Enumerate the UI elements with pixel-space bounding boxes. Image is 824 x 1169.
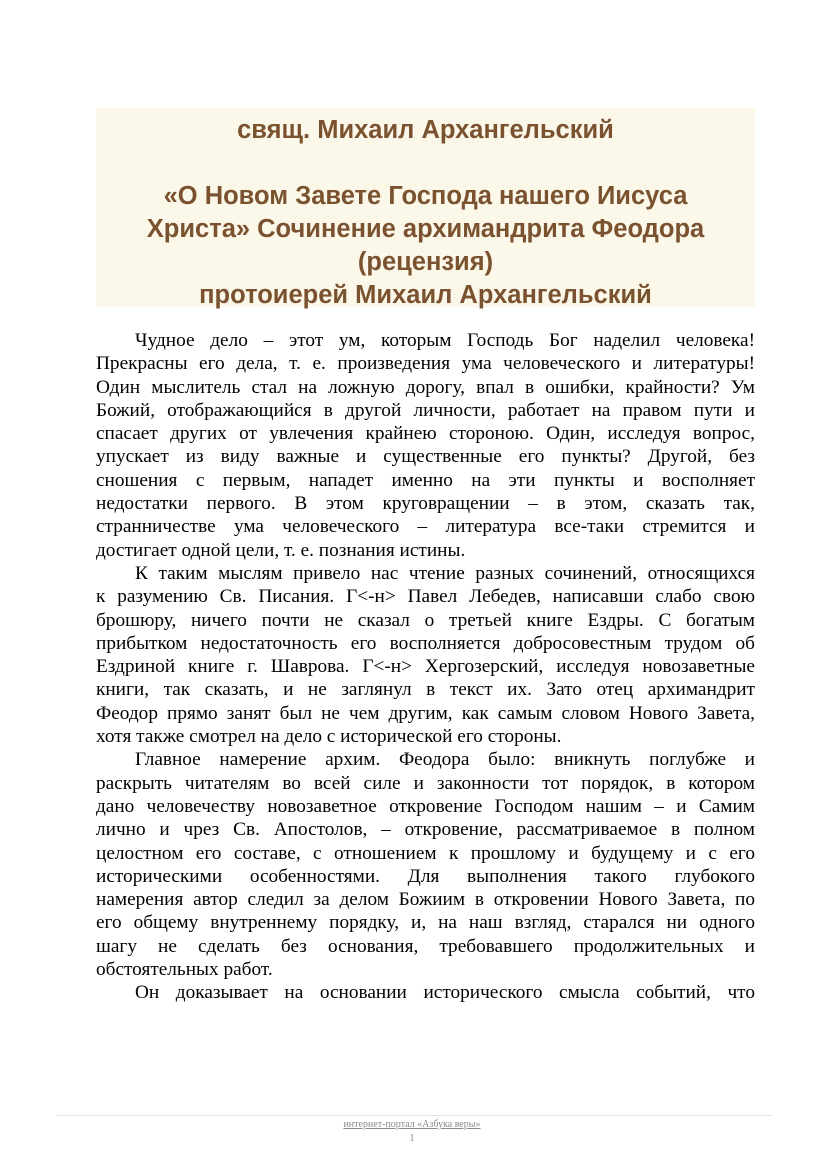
title-line: «О Новом Завете Господа нашего Иисуса (163, 182, 688, 210)
paragraph-line: хотя также смотрел на дело с исторической его стороны. (96, 726, 562, 748)
paragraph-line: Он доказывает на основании исторического смысла событий, что (135, 982, 755, 1004)
paragraph-line: сношения с первым, нападет именно на эти пункты и восполняет (96, 469, 755, 491)
paragraph-line: намерения автор следил за делом Божиим в откровении Нового Завета, по (96, 889, 755, 911)
paragraph-line: раскрыть читателям во всей силе и законности тот порядок, в котором (96, 772, 755, 794)
paragraph-line: Чудное дело – этот ум, которым Господь Бог наделил человека! (135, 330, 755, 351)
paragraph-line: Главное намерение архим. Феодора было: вникнуть поглубже и (135, 749, 755, 771)
body-text (96, 329, 755, 1005)
paragraph-line: его общему внутреннему порядку, и, на наш взгляд, старался ни одного (96, 912, 755, 934)
paragraph-line: книги, так сказать, и не заглянул в текст их. Зато отец архимандрит (96, 679, 755, 701)
paragraph-line: шагу не сделать без основания, требовавшего продолжительных и (96, 935, 755, 957)
title-line: Христа» Сочинение архимандрита Феодора (146, 215, 705, 243)
title-block (96, 108, 755, 307)
footer-divider (56, 1115, 772, 1116)
paragraph-line: К таким мыслям привело нас чтение разных сочинений, относящихся (135, 562, 755, 584)
paragraph-line: недостатки первого. В этом круговращении – в этом, сказать так, (96, 493, 755, 515)
paragraph-line: целостном его составе, с отношением к прошлому и будущему и с его (96, 842, 755, 864)
paragraph-line: Феодор прямо занят был не чем другим, как самым словом Нового Завета, (96, 702, 755, 724)
paragraph-line: лично и чрез Св. Апостолов, – откровение, рассматриваемое в полном (96, 819, 755, 841)
title-line: (рецензия) (357, 248, 494, 276)
footer-portal-link[interactable]: интернет-портал «Азбука веры» (343, 1119, 481, 1130)
paragraph-line: Божий, отображающийся в другой личности, работает на правом пути и (96, 399, 755, 421)
paragraph-line: Прекрасны его дела, т. е. произведения ума человеческого и литературы! (96, 353, 755, 375)
title-author: свящ. Михаил Архангельский (237, 116, 614, 144)
title-spacer (96, 147, 755, 180)
paragraph-line: к разумению Св. Писания. Г<-н> Павел Лебедев, написавши слабо свою (96, 586, 755, 608)
paragraph-line: прибытком недостаточность его восполняется добросовестным трудом об (96, 632, 755, 654)
paragraph-line: историческими особенностями. Для выполнения такого глубокого (96, 865, 755, 887)
paragraph-line: Один мыслитель стал на ложную дорогу, впал в ошибки, крайности? Ум (96, 376, 755, 398)
paragraph-line: обстоятельных работ. (96, 959, 273, 981)
paragraph-line: дано человечеству новозаветное откровение Господом нашим – и Самим (96, 795, 755, 817)
title-line: протоиерей Михаил Архангельский (199, 281, 652, 309)
paragraph-line: достигает одной цели, т. е. познания истины. (96, 539, 466, 561)
paragraph-line: Ездриной книге г. Шаврова. Г<-н> Хергозерский, исследуя новозаветные (96, 656, 755, 678)
page-number: 1 (409, 1133, 415, 1144)
paragraph-line: странничестве ума человеческого – литература все-таки стремится и (96, 516, 755, 538)
paragraph-line: упускает из виду важные и существенные его пункты? Другой, без (96, 446, 755, 468)
paragraph-line: спасает других от увлечения крайнею стороною. Один, исследуя вопрос, (96, 423, 755, 445)
paragraph-line: брошюру, ничего почти не сказал о третьей книге Ездры. С богатым (96, 609, 755, 631)
